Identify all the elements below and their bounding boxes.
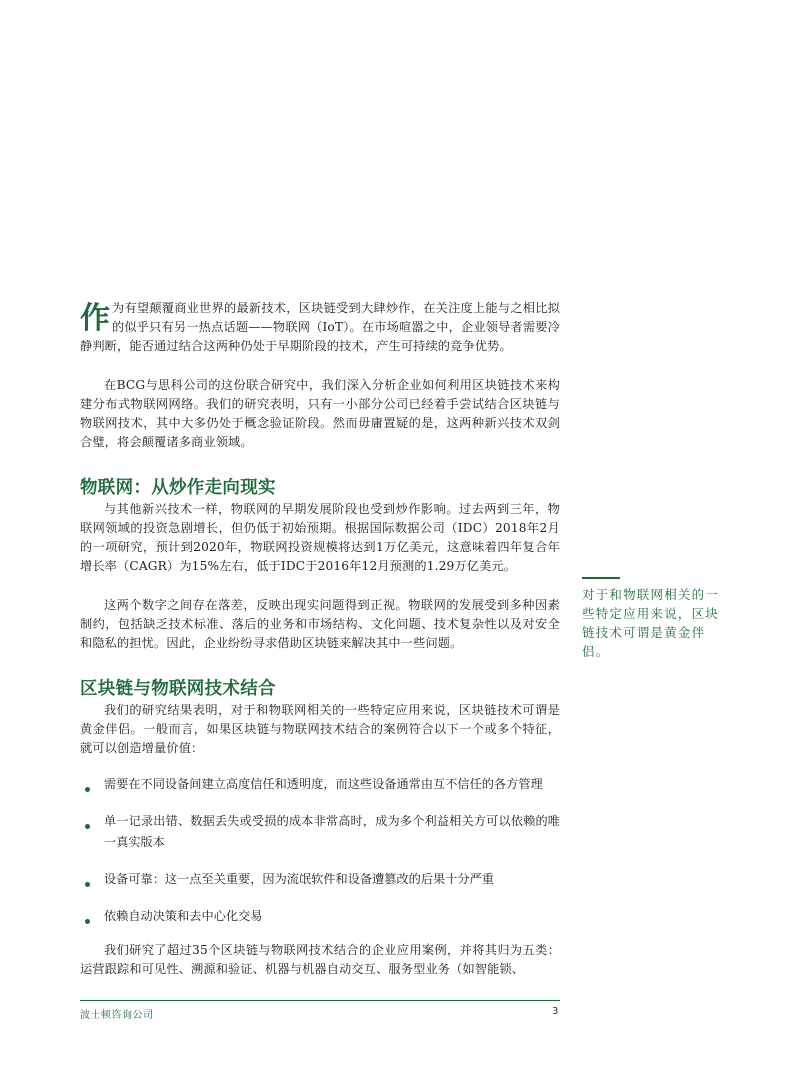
pull-quote-text: 对于和物联网相关的一些特定应用来说，区块链技术可谓是黄金伴侣。	[582, 587, 720, 659]
section-heading-blockchain-iot: 区块链与物联网技术结合	[80, 679, 276, 699]
footer-divider	[80, 1000, 560, 1001]
intro-paragraph-2: 在BCG与思科公司的这份联合研究中，我们深入分析企业如何利用区块链技术来构建分布式物联网网络。我们的研究表明，只有一小部分公司已经着手尝试结合区块链与物联网技术，其中大多仍处于概念验证阶段。然而毋庸置疑的是，这两种新兴技术双剑合璧，将会颠覆诸多商业领域。	[80, 378, 560, 449]
page-number: 3	[552, 1006, 559, 1017]
drop-cap: 作	[80, 301, 110, 336]
section2-paragraph-2: 我们研究了超过35个区块链与物联网技术结合的企业应用案例，并将其归为五类：运营跟踪和可见性、溯源和验证、机器与机器自动交互、服务型业务（如智能锁、	[80, 943, 560, 976]
bullet-dot-icon	[85, 882, 90, 887]
list-item: 设备可靠：这一点至关重要，因为流氓软件和设备遭篡改的后果十分严重	[80, 869, 560, 890]
pull-quote-rule	[582, 577, 620, 579]
intro-text: 为有望颠覆商业世界的最新技术，区块链受到大肆炒作，在关注度上能与之相比拟的似乎只有另一热点话题——物联网（IoT）。在市场喧嚣之中，企业领导者需要冷静判断，能否通过结合这两种仍处于早期阶段的技术，产生可持续的竞争优势。	[80, 301, 560, 353]
main-column	[80, 299, 560, 979]
pull-quote	[582, 577, 722, 661]
bullet-dot-icon	[85, 787, 90, 792]
section1-paragraph-2: 这两个数字之间存在落差，反映出现实问题得到正视。物联网的发展受到多种因素制约，包括缺乏技术标准、落后的业务和市场结构、文化问题、技术复杂性以及对安全和隐私的担忧。因此，企业纷纷寻求借助区块链来解决其中一些问题。	[80, 598, 560, 650]
list-item: 需要在不同设备间建立高度信任和透明度，而这些设备通常由互不信任的各方管理	[80, 774, 560, 795]
feature-list	[80, 774, 560, 927]
list-item: 单一记录出错、数据丢失或受损的成本非常高时，成为多个利益相关方可以依赖的唯一真实版本	[80, 811, 560, 853]
intro-paragraph	[80, 299, 560, 356]
section2-paragraph-1: 我们的研究结果表明，对于和物联网相关的一些特定应用来说，区块链技术可谓是黄金伴侣。一般而言，如果区块链与物联网技术结合的案例符合以下一个或多个特征，就可以创造增量价值：	[80, 703, 560, 755]
list-item: 依赖自动决策和去中心化交易	[80, 906, 560, 927]
section1-paragraph-1: 与其他新兴技术一样，物联网的早期发展阶段也受到炒作影响。过去两到三年，物联网领域的投资急剧增长，但仍低于初始预期。根据国际数据公司（IDC）2018年2月的一项研究，预计到2020年，物联网投资规模将达到1万亿美元，这意味着四年复合年增长率（CAGR）为15%左右，低于IDC于2016年12月预测的1.29万亿美元。	[80, 502, 560, 573]
section-heading-iot: 物联网：从炒作走向现实	[80, 478, 276, 498]
footer-company: 波士顿咨询公司	[80, 1010, 154, 1021]
bullet-dot-icon	[85, 824, 90, 829]
bullet-dot-icon	[85, 919, 90, 924]
